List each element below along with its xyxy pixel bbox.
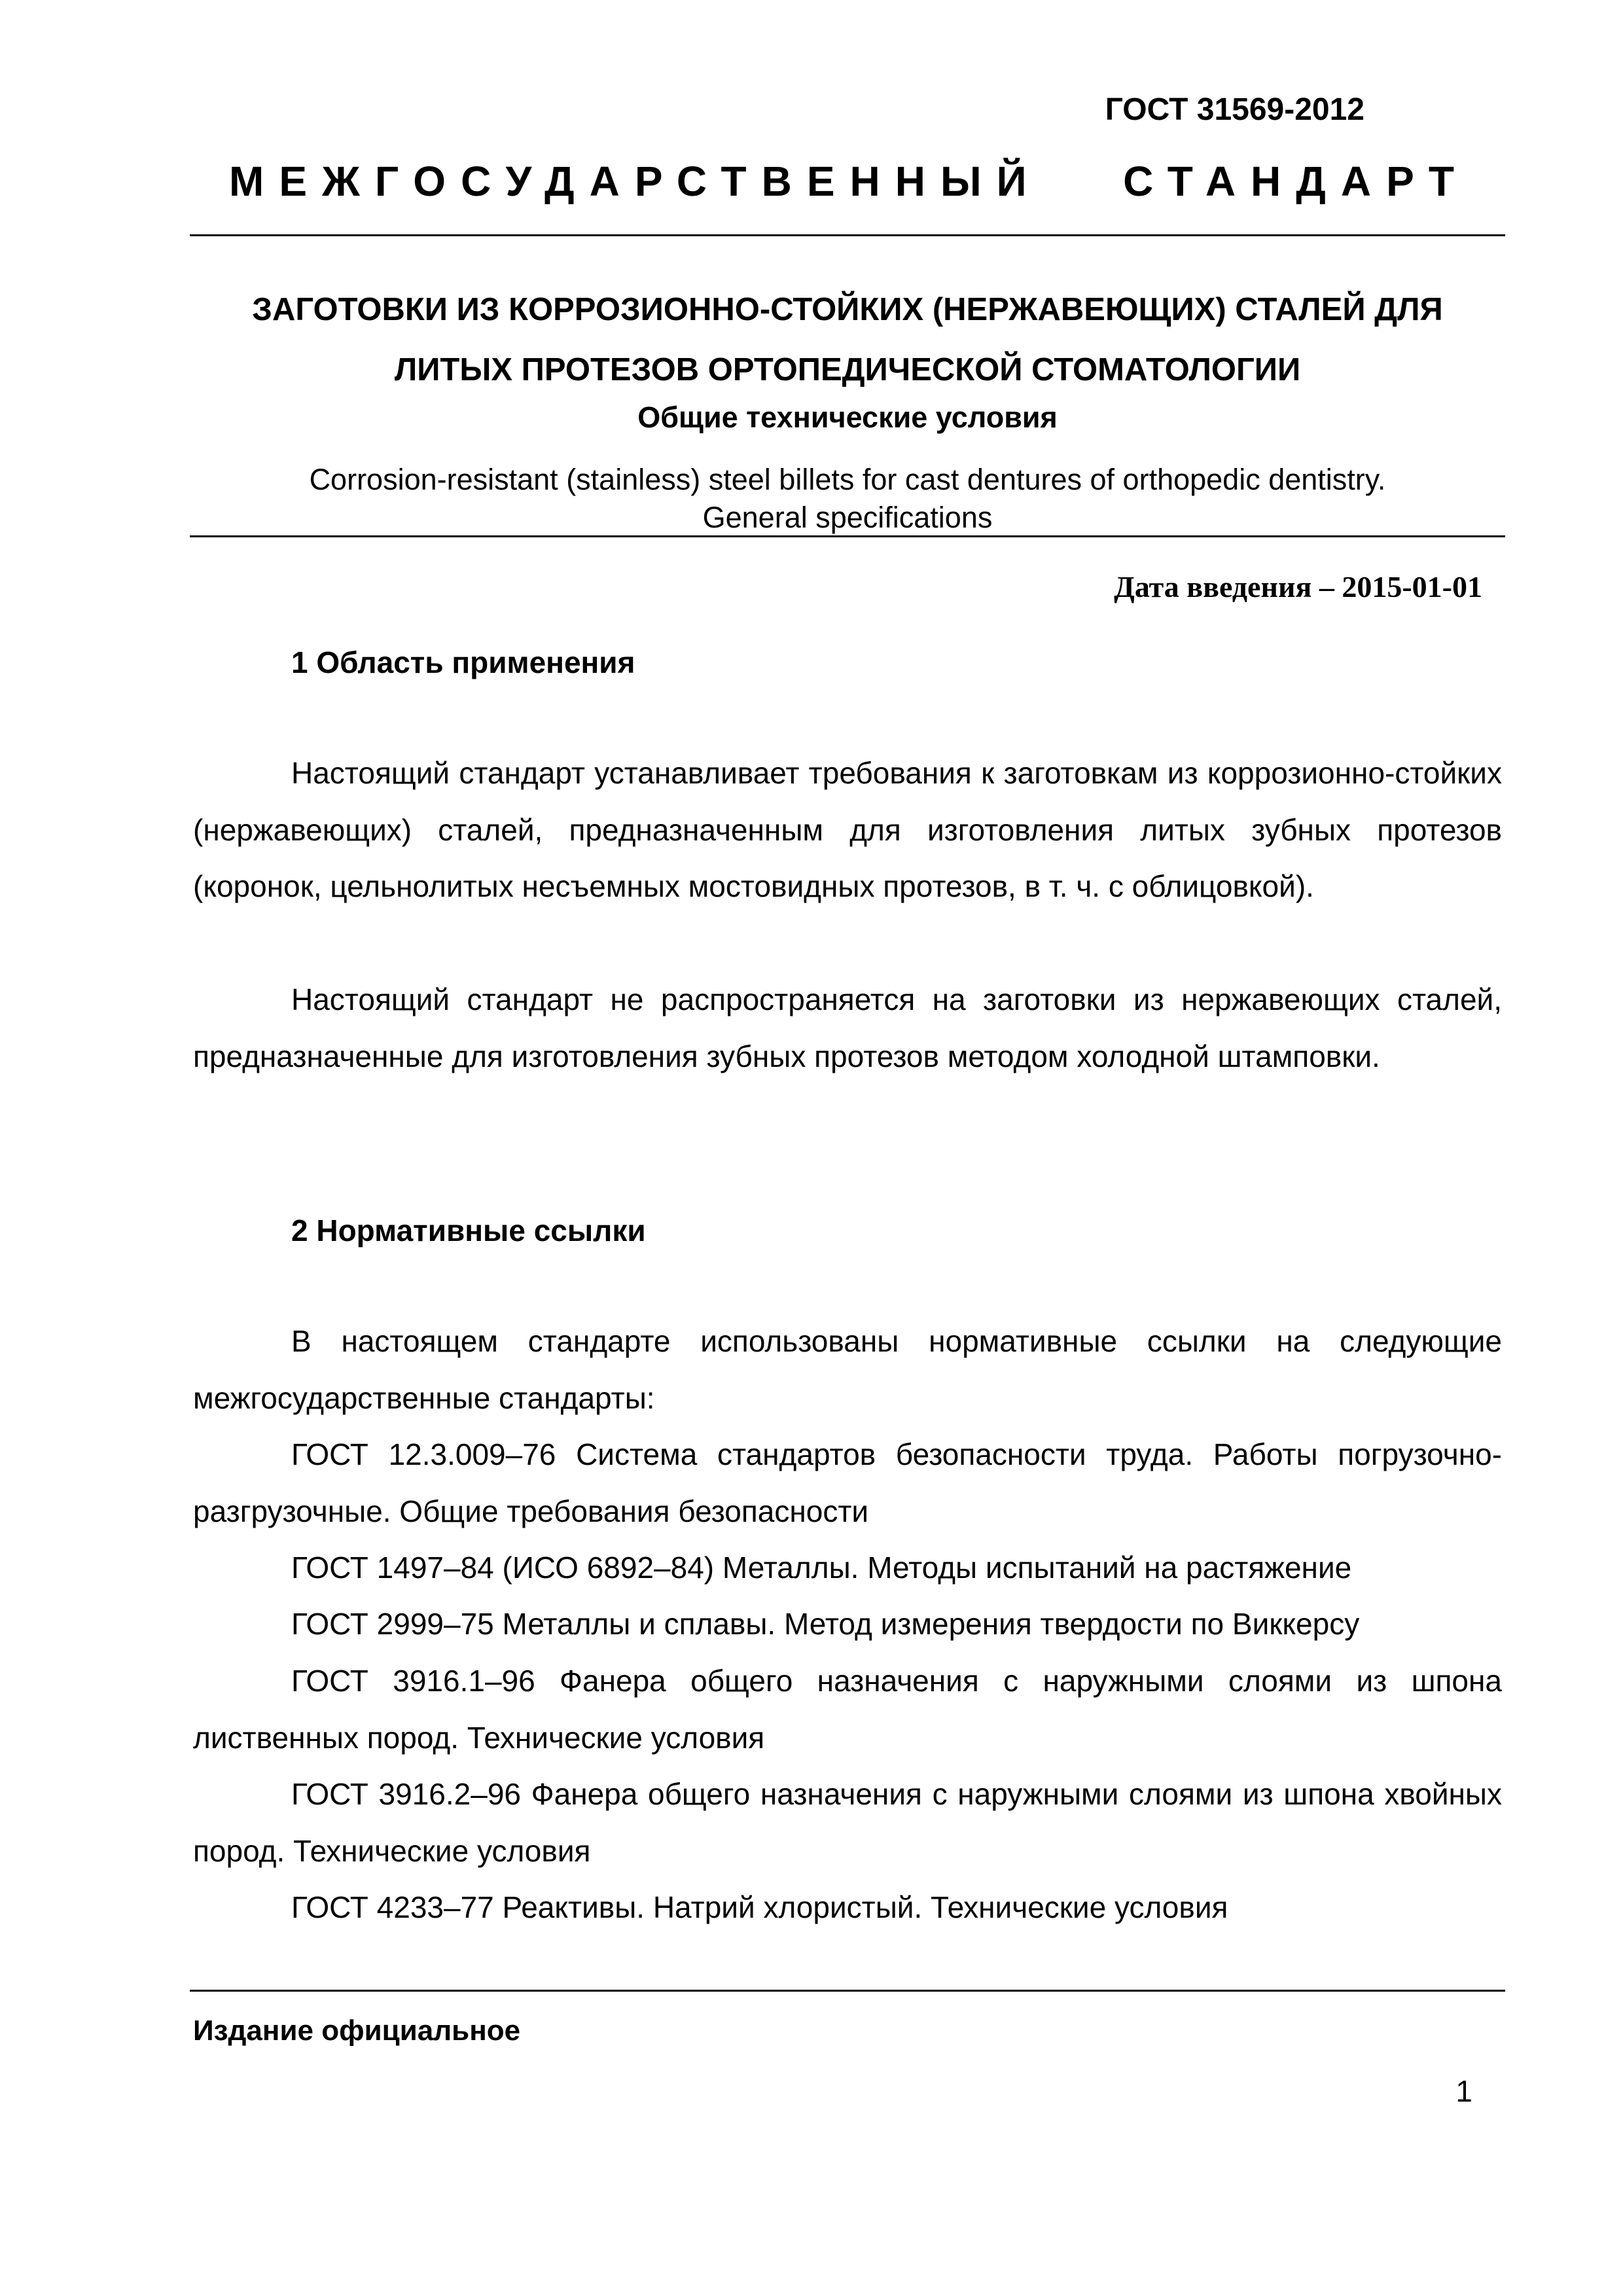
reference-gost-3916-1: ГОСТ 3916.1–96 Фанера общего назначения с наружными слоями из шпона лиственных пород. Технические условия: [193, 1664, 1502, 1755]
standard-type-word-standard: СТАНДАРТ: [1123, 158, 1469, 205]
reference-gost-2999: ГОСТ 2999–75 Металлы и сплавы. Метод измерения твердости по Виккерсу: [291, 1607, 1360, 1641]
document-code: ГОСТ 31569-2012: [1105, 92, 1364, 127]
section-2-intro: В настоящем стандарте использованы нормативные ссылки на следующие межгосударственные стандарты:: [193, 1324, 1502, 1415]
title-divider: [190, 535, 1505, 537]
header-divider: [190, 234, 1505, 236]
footer-divider: [190, 1990, 1505, 1992]
standard-type-heading: [229, 157, 1469, 206]
section-1-heading: 1 Область применения: [291, 645, 635, 679]
reference-gost-12-3-009: ГОСТ 12.3.009–76 Система стандартов безопасности труда. Работы погрузочно-разгрузочные. Общие требования безопасности: [193, 1437, 1502, 1528]
english-title-line-2: General specifications: [702, 501, 993, 534]
reference-gost-1497: ГОСТ 1497–84 (ИСО 6892–84) Металлы. Методы испытаний на растяжение: [291, 1551, 1352, 1585]
standard-type-word-interstate: МЕЖГОСУДАРСТВЕННЫЙ: [229, 158, 1042, 205]
english-title-line-1: Corrosion-resistant (stainless) steel billets for cast dentures of orthopedic dentistry.: [309, 463, 1386, 496]
document-title-line-1: ЗАГОТОВКИ ИЗ КОРРОЗИОННО-СТОЙКИХ (НЕРЖАВЕЮЩИХ) СТАЛЕЙ ДЛЯ: [252, 292, 1443, 327]
english-title: [190, 461, 1505, 537]
document-subtitle: Общие технические условия: [637, 401, 1058, 434]
introduction-date: Дата введения – 2015-01-01: [1114, 570, 1482, 603]
section-1-paragraph-1: Настоящий стандарт устанавливает требования к заготовкам из коррозионно-стойких (нержавеющих) сталей, предназначенным для изготовления литых зубных протезов (коронок, цельнолитых несъемных мостовидных протезов, в т. ч. с облицовкой).: [193, 756, 1502, 903]
document-title-line-2: ЛИТЫХ ПРОТЕЗОВ ОРТОПЕДИЧЕСКОЙ СТОМАТОЛОГИИ: [394, 352, 1301, 387]
page-number: 1: [1455, 2074, 1472, 2108]
reference-gost-4233: ГОСТ 4233–77 Реактивы. Натрий хлористый. Технические условия: [291, 1890, 1228, 1924]
reference-gost-3916-2: ГОСТ 3916.2–96 Фанера общего назначения с наружными слоями из шпона хвойных пород. Технические условия: [193, 1777, 1502, 1868]
section-2-heading: 2 Нормативные ссылки: [291, 1213, 646, 1247]
section-1-paragraph-2: Настоящий стандарт не распространяется на заготовки из нержавеющих сталей, предназначенные для изготовления зубных протезов методом холодной штамповки.: [193, 982, 1502, 1073]
official-edition-label: Издание официальное: [193, 2015, 521, 2047]
